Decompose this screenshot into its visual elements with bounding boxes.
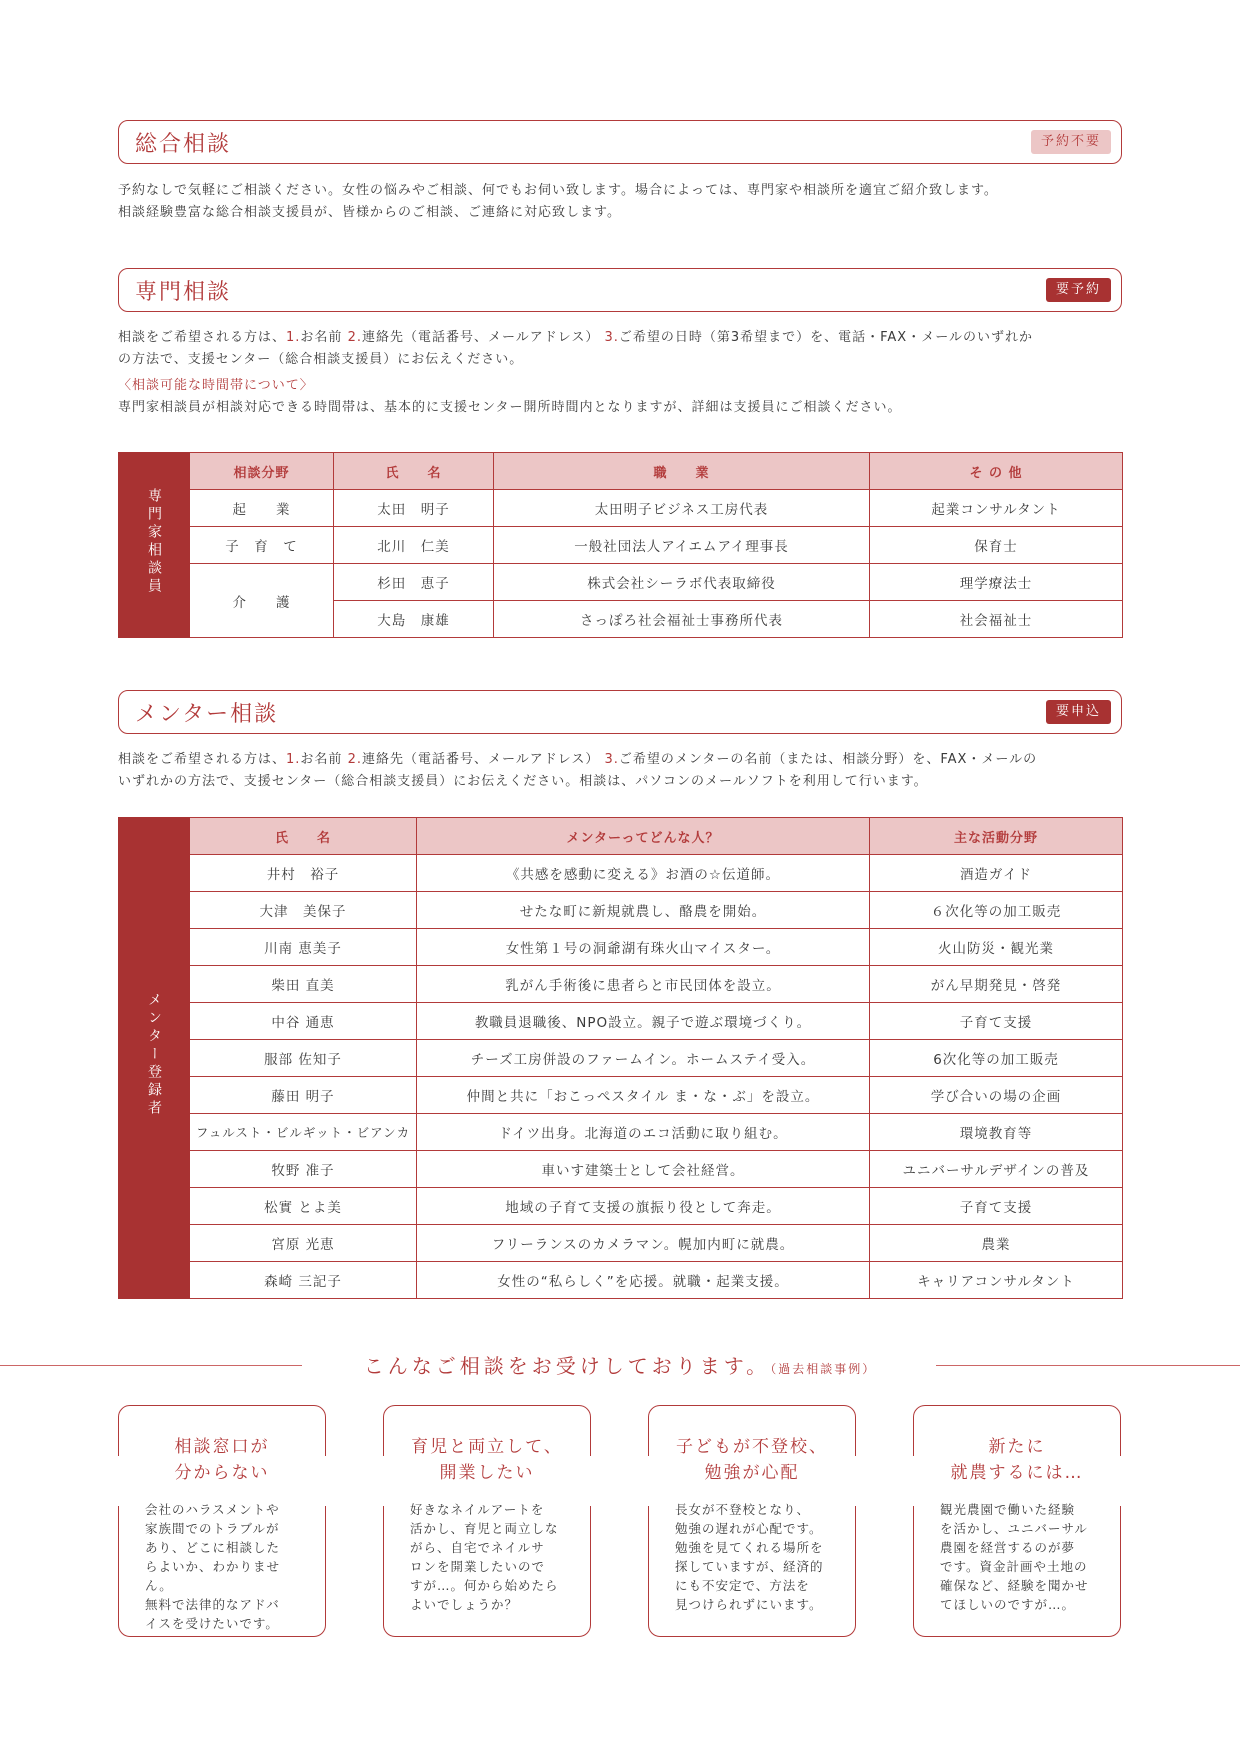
senmon-job: さっぽろ社会福祉士事務所代表 [494,601,870,638]
mentor-name: 松實 とよ美 [190,1188,417,1225]
case-heading: 育児と両立して、 開業したい [411,1437,563,1483]
mentor-th-name: 氏 名 [190,818,417,855]
senmon-job: 太田明子ビジネス工房代表 [494,490,870,527]
mentor-name: 川南 恵美子 [190,929,417,966]
senmon-text [118,327,1128,419]
table-row [119,527,1123,564]
senmon-n1: 1. [286,330,301,345]
mentor-side-text: メンター登録者 [146,991,162,1118]
case-heading: 子どもが不登校、 勉強が心配 [676,1437,828,1483]
table-row [119,1114,1123,1151]
mentor-desc: 仲間と共に「おこっぺスタイル ま・な・ぶ」を設立。 [417,1077,870,1114]
senmon-subhead: 〈相談可能な時間帯について〉 [118,378,314,393]
mentor-name: 柴田 直美 [190,966,417,1003]
mentor-line1-d: ご希望のメンターの名前（または、相談分野）を、FAX・メールの [618,752,1038,767]
case-body: 長女が不登校となり、 勉強の遅れが心配です。 勉強を見てくれる場所を 探していますが、経済的 にも不安定で、方法を 見つけられずにいます。 [675,1502,824,1612]
mentor-desc: ドイツ出身。北海道のエコ活動に取り組む。 [417,1114,870,1151]
senmon-th-other: そ の 他 [870,453,1123,490]
mentor-area: 子育て支援 [870,1188,1123,1225]
table-row [119,1188,1123,1225]
mentor-desc: フリーランスのカメラマン。幌加内町に就農。 [417,1225,870,1262]
table-row [119,1040,1123,1077]
senmon-badge: 要予約 [1046,278,1111,302]
mentor-name: 宮原 光恵 [190,1225,417,1262]
mentor-desc: 車いす建築士として会社経営。 [417,1151,870,1188]
mentor-header [118,690,1122,734]
senmon-line1-d: ご希望の日時（第3希望まで）を、電話・FAX・メールのいずれか [618,330,1033,345]
senmon-other: 保育士 [870,527,1123,564]
sougou-title: 総合相談 [135,132,232,157]
mentor-desc: せたな町に新規就農し、酪農を開始。 [417,892,870,929]
mentor-line2: いずれかの方法で、支援センター（総合相談支援員）にお伝えください。相談は、パソコンのメールソフトを利用して行います。 [118,774,928,789]
mentor-name: 藤田 明子 [190,1077,417,1114]
mentor-area: ユニバーサルデザインの普及 [870,1151,1123,1188]
senmon-job: 一般社団法人アイエムアイ理事長 [494,527,870,564]
table-row [119,1225,1123,1262]
mentor-desc: チーズ工房併設のファームイン。ホームステイ受入。 [417,1040,870,1077]
mentor-line1-b: お名前 [300,752,348,767]
senmon-line2: の方法で、支援センター（総合相談支援員）にお伝えください。 [118,352,524,367]
sougou-line1: 予約なしで気軽にご相談ください。女性の悩みやご相談、何でもお伺い致します。場合によっては、専門家や相談所を適宜ご紹介致します。 [118,183,998,198]
mentor-name: 大津 美保子 [190,892,417,929]
sougou-badge: 予約不要 [1031,130,1111,154]
senmon-line1 [118,327,1128,349]
mentor-desc: 地域の子育て支援の旗振り役として奔走。 [417,1188,870,1225]
senmon-side-text: 専門家相談員 [146,487,162,596]
mentor-area: 学び合いの場の企画 [870,1077,1123,1114]
case-body: 観光農園で働いた経験 を活かし、ユニバーサル 農園を経営するのが夢 です。資金計画や土地の 確保など、経験を聞かせ てほしいのですが…。 [940,1502,1089,1612]
senmon-header [118,268,1122,312]
table-row [119,1077,1123,1114]
senmon-n2: 2. [347,330,362,345]
mentor-area: 子育て支援 [870,1003,1123,1040]
mentor-desc: 乳がん手術後に患者らと市民団体を設立。 [417,966,870,1003]
senmon-other: 起業コンサルタント [870,490,1123,527]
mentor-n2: 2. [347,752,362,767]
mentor-n3: 3. [604,752,619,767]
sougou-line2: 相談経験豊富な総合相談支援員が、皆様からのご相談、ご連絡に対応致します。 [118,205,621,220]
cases-title [0,1350,1240,1379]
mentor-area: 6次化等の加工販売 [870,1040,1123,1077]
mentor-th-desc: メンターってどんな人？ [417,818,870,855]
senmon-th-name: 氏 名 [334,453,494,490]
senmon-name: 太田 明子 [334,490,494,527]
senmon-line3: 専門家相談員が相談対応できる時間帯は、基本的に支援センター開所時間内となりますが、詳細は支援員にご相談ください。 [118,400,902,415]
senmon-th-job: 職 業 [494,453,870,490]
mentor-area: 火山防災・観光業 [870,929,1123,966]
case-heading: 相談窓口が 分からない [174,1437,270,1483]
case-card [118,1405,326,1637]
senmon-line1-b: お名前 [300,330,348,345]
case-body: 好きなネイルアートを 活かし、育児と両立しな がら、自宅でネイルサ ロンを開業したいので すが…。何から始めたら よいでしょうか？ [410,1502,559,1612]
table-row [119,966,1123,1003]
senmon-table [118,452,1123,638]
senmon-th-field: 相談分野 [190,453,334,490]
mentor-line1-c: 連絡先（電話番号、メールアドレス） [361,752,605,767]
mentor-area: 農業 [870,1225,1123,1262]
table-row [119,892,1123,929]
senmon-other: 社会福祉士 [870,601,1123,638]
mentor-name: 中谷 通恵 [190,1003,417,1040]
mentor-table [118,817,1123,1299]
mentor-area: キャリアコンサルタント [870,1262,1123,1299]
table-row [119,564,1123,601]
mentor-area: 酒造ガイド [870,855,1123,892]
mentor-desc: 女性の“私らしく”を応援。就職・起業支援。 [417,1262,870,1299]
cases-title-text: こんなご相談をお受けしております。 [363,1354,771,1378]
mentor-name: 森崎 三記子 [190,1262,417,1299]
cases-note: （過去相談事例） [770,1362,877,1376]
case-body: 会社のハラスメントや 家族間でのトラブルが あり、どこに相談した らよいか、わかりません。 無料で法律的なアドバ イスを受けたいです。 [145,1502,281,1631]
mentor-n1: 1. [286,752,301,767]
senmon-name: 大島 康雄 [334,601,494,638]
senmon-field: 子 育 て [190,527,334,564]
table-row [119,855,1123,892]
case-card [648,1405,856,1637]
mentor-badge: 要申込 [1046,700,1111,724]
senmon-name: 杉田 恵子 [334,564,494,601]
senmon-title: 専門相談 [135,280,232,305]
sougou-text [118,180,1128,224]
table-row [119,1003,1123,1040]
mentor-desc: 女性第１号の洞爺湖有珠火山マイスター。 [417,929,870,966]
senmon-other: 理学療法士 [870,564,1123,601]
mentor-text [118,749,1128,793]
table-row [119,929,1123,966]
mentor-title: メンター相談 [135,702,279,727]
case-heading: 新たに 就農するには… [950,1437,1084,1483]
mentor-side-label [119,818,190,1299]
mentor-desc: 《共感を感動に変える》お酒の☆伝道師。 [417,855,870,892]
case-card [383,1405,591,1637]
table-row [119,490,1123,527]
senmon-field: 介 護 [190,564,334,638]
mentor-desc: 教職員退職後、NPO設立。親子で遊ぶ環境づくり。 [417,1003,870,1040]
senmon-line1-c: 連絡先（電話番号、メールアドレス） [361,330,605,345]
senmon-n3: 3. [604,330,619,345]
mentor-name: 牧野 准子 [190,1151,417,1188]
mentor-name: フュルスト・ビルギット・ビアンカ [190,1114,417,1151]
senmon-side-label [119,453,190,638]
mentor-line1-a: 相談をご希望される方は、 [118,752,287,767]
mentor-name: 井村 裕子 [190,855,417,892]
table-row [119,1151,1123,1188]
mentor-name: 服部 佐知子 [190,1040,417,1077]
mentor-area: ６次化等の加工販売 [870,892,1123,929]
mentor-line1 [118,749,1128,771]
mentor-area: がん早期発見・啓発 [870,966,1123,1003]
table-row [119,1262,1123,1299]
senmon-field: 起 業 [190,490,334,527]
case-card [913,1405,1121,1637]
senmon-line1-a: 相談をご希望される方は、 [118,330,287,345]
mentor-th-area: 主な活動分野 [870,818,1123,855]
senmon-name: 北川 仁美 [334,527,494,564]
sougou-header [118,120,1122,164]
mentor-area: 環境教育等 [870,1114,1123,1151]
senmon-job: 株式会社シーラボ代表取締役 [494,564,870,601]
